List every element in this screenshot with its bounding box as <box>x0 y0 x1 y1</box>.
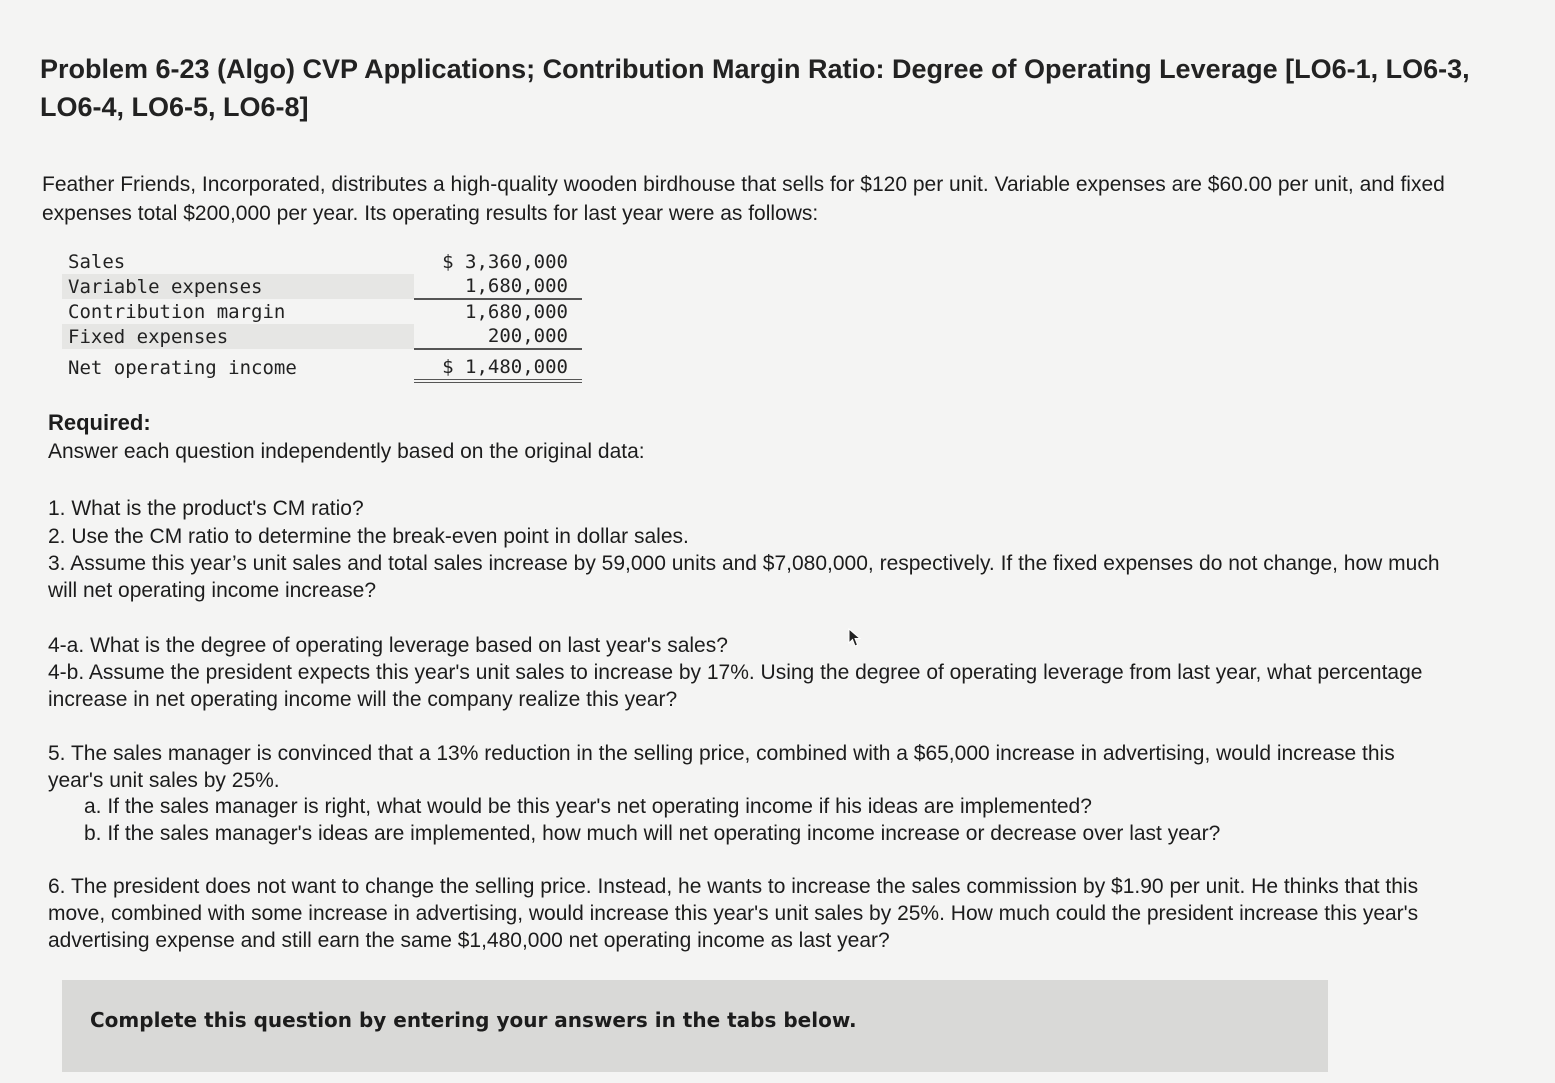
question-4b: 4-b. Assume the president expects this year's unit sales to increase by 17%. Using the degree of operating leverage from last year, what percentage increase in net operating income will the company realize this year? <box>48 661 1423 711</box>
complete-instructions-text: Complete this question by entering your answers in the tabs below. <box>90 1008 857 1032</box>
table-row <box>62 324 582 349</box>
question-3: 3. Assume this year’s unit sales and total sales increase by 59,000 units and $7,080,000, respectively. If the fixed expenses do not change, how much will net operating income increase? <box>48 552 1440 602</box>
income-statement-table <box>62 250 582 383</box>
row-amount: 200,000 <box>414 324 582 349</box>
question-5b: b. If the sales manager's ideas are implemented, how much will net operating income increase or decrease over last year? <box>84 822 1221 845</box>
row-amount: $ 1,480,000 <box>414 349 582 381</box>
row-amount: 1,680,000 <box>465 301 568 323</box>
required-heading: Required: <box>48 410 151 435</box>
row-label: Sales <box>68 251 126 273</box>
row-label: Fixed expenses <box>62 324 414 349</box>
row-amount: 1,680,000 <box>414 274 582 299</box>
question-5a: a. If the sales manager is right, what would be this year's net operating income if his ideas are implemented? <box>84 795 1092 818</box>
question-2: 2. Use the CM ratio to determine the break-even point in dollar sales. <box>48 525 689 548</box>
question-1: 1. What is the product's CM ratio? <box>48 497 364 520</box>
table-row <box>62 349 582 381</box>
row-label: Variable expenses <box>62 274 414 299</box>
problem-intro: Feather Friends, Incorporated, distributes a high-quality wooden birdhouse that sells for $120 per unit. Variable expenses are $60.00 per unit, and fixed expenses total $200,000 per year. Its operating results for last year were as follows: <box>42 173 1445 225</box>
row-label: Contribution margin <box>68 300 286 323</box>
table-row <box>62 299 582 324</box>
table-row <box>62 274 582 299</box>
table-row <box>62 250 582 274</box>
question-4a: 4-a. What is the degree of operating leverage based on last year's sales? <box>48 634 728 657</box>
question-5: 5. The sales manager is convinced that a 13% reduction in the selling price, combined with a $65,000 increase in advertising, would increase this year's unit sales by 25%. <box>48 742 1395 792</box>
row-label: Net operating income <box>68 356 297 379</box>
question-6: 6. The president does not want to change the selling price. Instead, he wants to increase the sales commission by $1.90 per unit. He thinks that this move, combined with some increase in advertising, would increase this year's unit sales by 25%. How much could the president increase this year's advertising expense and still earn the same $1,480,000 net operating income as last year? <box>48 875 1419 952</box>
problem-title: Problem 6-23 (Algo) CVP Applications; Contribution Margin Ratio: Degree of Operating Leverage [LO6-1, LO6-3, LO6-4, LO6-5, LO6-8] <box>40 54 1470 122</box>
row-amount: $ 3,360,000 <box>442 251 568 273</box>
required-instruction: Answer each question independently based on the original data: <box>48 440 645 463</box>
mouse-pointer-icon <box>848 628 862 648</box>
complete-instructions-banner <box>62 980 1328 1072</box>
